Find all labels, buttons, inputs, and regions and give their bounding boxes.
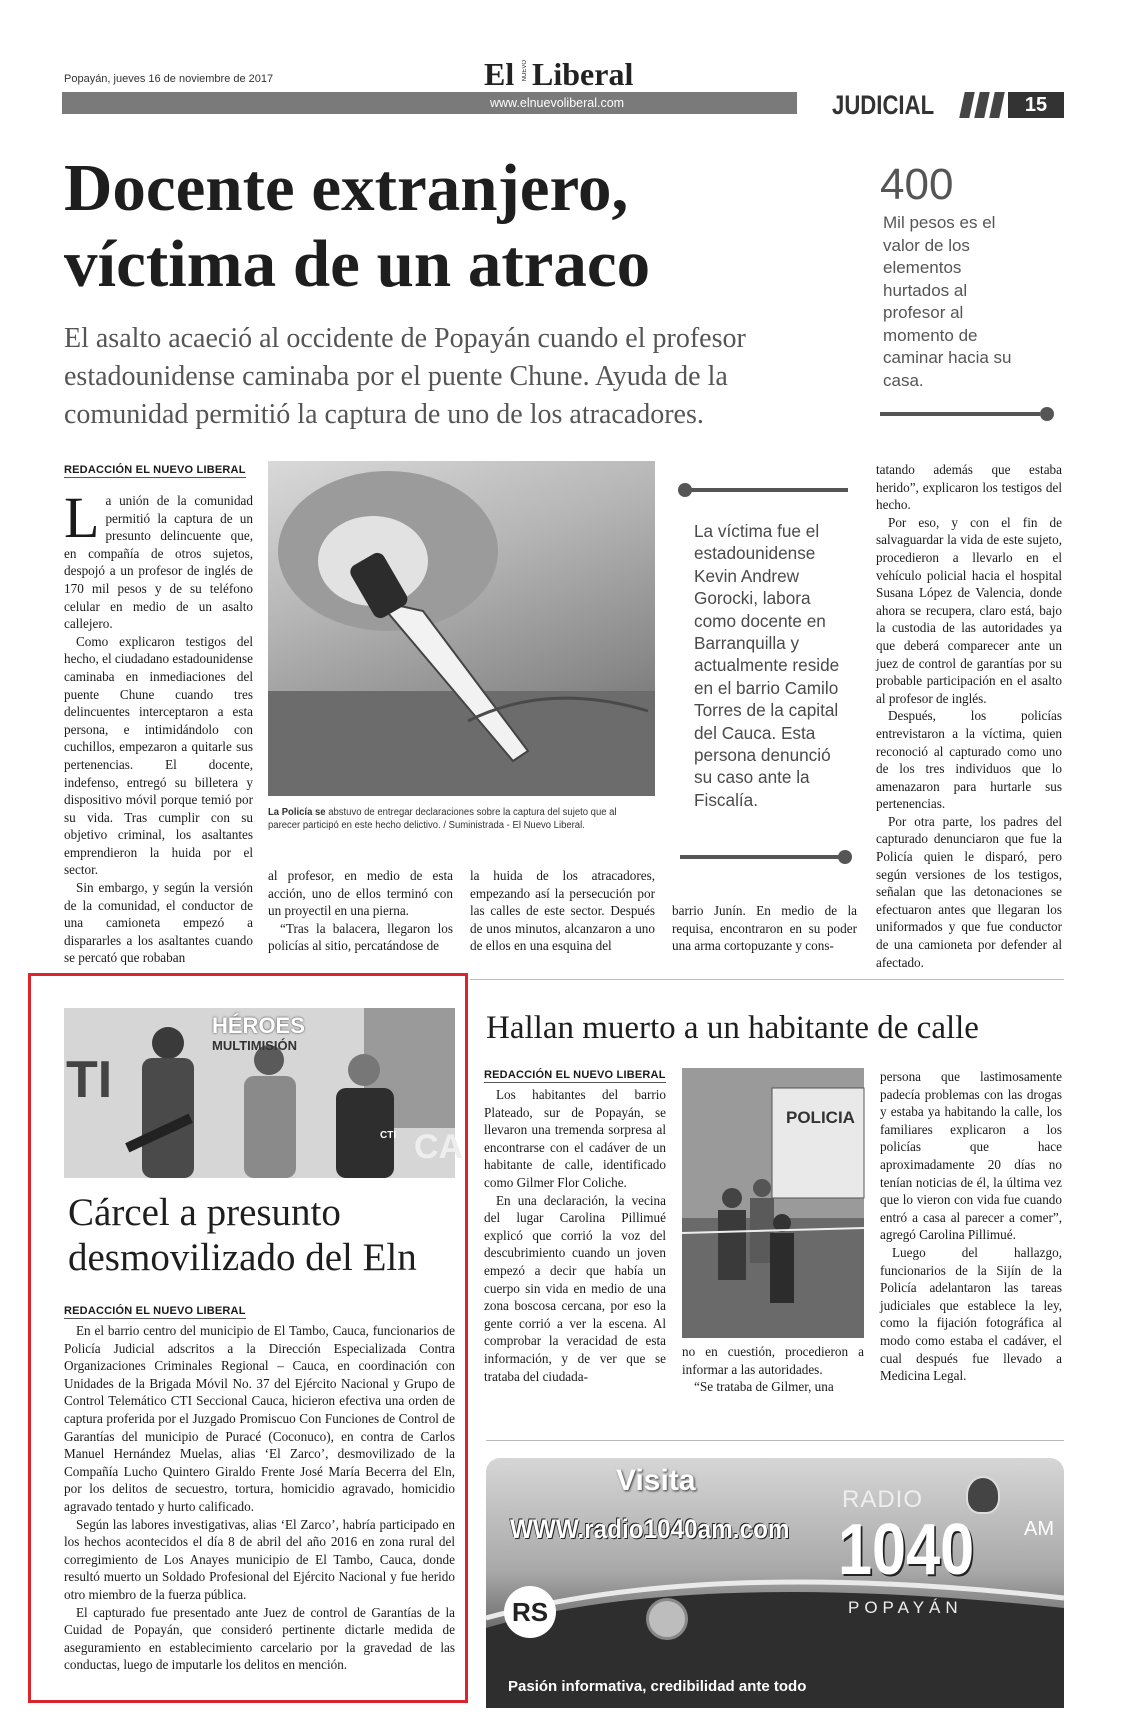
caption-text: abstuvo de entregar declaraciones sobre la captura del sujeto que al parecer participó en este hecho delictivo. / Suministrada - El Nuevo Liberal. (268, 807, 617, 831)
ad-url[interactable]: WWW.radio1040am.com (510, 1514, 790, 1544)
pullquote-rule-top (690, 488, 848, 492)
eln-p1: En el barrio centro del municipio de El Tambo, Cauca, funcionarios de Policía Judicial adscritos a la Dirección Especializada Contra Organizaciones Criminales Regional – Cauca, en coordinación con Unidades de la Brigada Móvil No. 37 del Ejército Nacional y Grupo de Control Telemático CTI Seccional Cauca, hicieron efectiva una orden de captura proferida por el Juzgado Promiscuo Con Funciones de Control de Garantías del municipio de Puracé (Coconuco), en contra de Carlos Manuel Hernández Muelas, alias ‘El Zarco’, desmovilizado de la Compañía Lucho Quintero Giraldo Frente José María Becerra del Eln, por los delitos de secuestro, tortura, homicidio agravado, homicidio agravado tentado y hurto calificado. (64, 1323, 455, 1514)
main-col4-p1: barrio Junín. En medio de la requisa, encontraron en su poder una arma cortopuzante y cons- (672, 903, 857, 954)
main-col3 (470, 867, 655, 955)
street-photo (682, 1068, 864, 1338)
eln-photo (64, 1008, 464, 1178)
logo-el: El (484, 56, 515, 92)
knife-photo (268, 461, 655, 796)
ad-mic-icon (966, 1476, 1000, 1514)
eln-headline (68, 1190, 458, 1280)
radio-ad[interactable] (486, 1458, 1064, 1708)
logo-nuevo: NUEVO (522, 60, 528, 82)
ad-freq: 1040 (838, 1510, 975, 1590)
street-photo-label: POLICIA (786, 1108, 855, 1127)
eln-body (64, 1322, 455, 1674)
knife-photo-caption (268, 806, 636, 832)
section-divider (470, 979, 1064, 980)
photo-text-right: CA (414, 1128, 464, 1166)
photo-banner-top: HÉROES (212, 1013, 305, 1038)
main-headline (64, 150, 794, 302)
sidebar-rule-dot (1040, 407, 1054, 421)
eln-headline-line1: Cárcel a presunto (68, 1191, 341, 1234)
main-col5-p3: Después, los policías entrevistaron a la víctima, quien reconoció al capturado como uno de los tres individuos que lo amenazaron para hurtarle sus pertenencias. (876, 708, 1062, 812)
pullquote-rule-bottom (680, 855, 840, 859)
main-headline-line2: víctima de un atraco (64, 227, 651, 301)
main-subhead: El asalto acaeció al occidente de Popayán cuando el profesor estadounidense caminaba por el puente Chune. Ayuda de la comunidad permitió la captura de uno de los atracadores. (64, 323, 746, 430)
eln-p3: El capturado fue presentado ante Juez de control de Garantías de la Cuidad de Popayán, que consideró pertinente dictarle medida de aseguramiento en establecimiento carcelario por la gravedad de las conductas, luego de imputarle los delitos en mención. (64, 1604, 455, 1673)
main-col5-p2: Por eso, y con el fin de salvaguardar la vida de este sujeto, procedieron a llevarlo en el vehículo policial hacia el hospital Susana López de Valencia, donde ahora se recupera, claro está, bajo la custodia de las autoridades ya que deberá comparecer ante un juez de control de garantías por su probable participación en el asalto al profesor de inglés. (876, 514, 1062, 706)
street-headline: Hallan muerto a un habitante de calle (486, 1010, 979, 1046)
ad-divider (486, 1440, 1064, 1441)
ad-slogan: Pasión informativa, credibilidad ante todo (508, 1678, 807, 1695)
ad-city: POPAYÁN (848, 1598, 963, 1617)
masthead-logo (484, 56, 654, 90)
photo-banner-bottom: MULTIMISIÓN (212, 1038, 297, 1053)
dropcap: L (64, 485, 100, 550)
main-col5 (876, 461, 1062, 971)
caption-bold: La Policía se (268, 807, 326, 818)
eln-p2: Según las labores investigativas, alias ‘El Zarco’, habría participado en los hechos acontecidos el día 8 de abril del año 2016 en zona rural del corregimiento de Los Anayes municipio de El Tambo, Cauca, donde resultó muerto un Soldado Profesional del Ejército Nacional y fue herido otro miembro de la fuerza pública. (64, 1516, 455, 1602)
ad-am: AM (1024, 1518, 1054, 1540)
street-col2-p2: “Se trataba de Gilmer, una (694, 1379, 834, 1395)
header-bar (62, 92, 797, 114)
sidebar-rule (880, 412, 1040, 416)
website-url[interactable]: www.elnuevoliberal.com (490, 96, 625, 110)
ad-visita: Visita (616, 1464, 696, 1497)
section-label: JUDICIAL (832, 90, 935, 120)
main-byline: REDACCIÓN EL NUEVO LIBERAL (64, 464, 246, 476)
street-col3-p2: Luego del hallazgo, funcionarios de la Sijín de la Policía adelantaron las tareas judiciales que establece la ley, como la fijación fotográfica al modo como estaba el cadáver, el cual después fue llevado a Medicina Legal. (880, 1244, 1062, 1384)
main-col2-p2: “Tras la balacera, llegaron los policías al sitio, percatándose de (268, 920, 453, 954)
photo-text-left: TI (66, 1051, 113, 1109)
street-col3 (880, 1068, 1062, 1385)
main-col1 (64, 485, 253, 967)
date-line: Popayán, jueves 16 de noviembre de 2017 (64, 73, 274, 85)
main-col5-p1: tatando además que estaba herido”, explicaron los testigos del hecho. (876, 462, 1062, 513)
main-col2-p1: al profesor, en medio de esta acción, uno de ellos terminó con un proyectil en una pierna. (268, 868, 453, 919)
main-col5-p4: Por otra parte, los padres del capturado denunciaron que fue la Policía quien le disparó, pero según versiones de los testigos, señalan que las detonaciones se efectuaron antes que llegaran los uniformados y que fue conductor de una camioneta por defender al afectado. (876, 813, 1062, 970)
street-col1-p2: En una declaración, la vecina del lugar Carolina Pillimué explicó que corrió la voz del descubrimiento cuando un joven empezó a decir que había un cuerpo sin vida en medio de una zona boscosa cercana, por eso la gente corrió a ver la escena. Al comprobar la veracidad de esta información, y de ver que se trataba del ciudada- (484, 1192, 666, 1384)
page-number: 15 (1008, 92, 1064, 118)
street-byline: REDACCIÓN EL NUEVO LIBERAL (484, 1069, 666, 1081)
pullquote-text: La víctima fue el estadounidense Kevin Andrew Gorocki, labora como docente en Barranquilla y actualmente reside en el barrio Camilo Torres de la capital del Cauca. Esta persona denunció su caso ante la Fiscalía. (694, 521, 840, 810)
main-col4 (672, 902, 857, 955)
main-col1-p1: a unión de la comunidad permitió la captura de un presunto delincuente que, en compañía de otros sujetos, despojó a un profesor de inglés de 170 mil pesos y de su teléfono celular en medio de un asalto callejero. (64, 493, 253, 632)
ad-globe-icon (646, 1598, 688, 1640)
street-col3-p1: persona que lastimosamente padecía problemas con las drogas y estaba ya habitando la calle, los familiares explicaron a los policías que hace aproximadamente 20 días no tenían noticias de él, la última vez que lo vieron con vida fue cuando entró a casa al parecer a comer”, agregó Carolina Pillimué. (880, 1069, 1062, 1243)
main-col1-p3: Sin embargo, y según la versión de la comunidad, el conductor de una camioneta empezó a dispararles a los asaltantes cuando se percató que robaban (64, 880, 253, 966)
street-col2-p1: no en cuestión, procedieron a informar a las autoridades. (682, 1344, 864, 1377)
main-col2 (268, 867, 453, 955)
street-col1-p1: Los habitantes del barrio Plateado, sur de Popayán, se llevaron una tremenda sorpresa al encontrarse con el cadáver de un habitante de calle, identificado como Gilmer Flor Coliche. (484, 1087, 666, 1190)
eln-headline-line2: desmovilizado del Eln (68, 1236, 417, 1279)
eln-byline: REDACCIÓN EL NUEVO LIBERAL (64, 1305, 246, 1317)
main-col1-p2: Como explicaron testigos del hecho, el ciudadano estadounidense caminaba en inmediaciones del puente Chune cuando tres delincuentes interceptaron a esta persona, e intimidándolo con cuchillos, empezaron a quitarle sus pertenencias. El docente, indefenso, entregó su billetera y dispositivo móvil porque temió por su vida. Tras cumplir con su objetivo criminal, los asaltantes emprendieron la huida por el sector. (64, 633, 253, 878)
logo-liberal: Liberal (532, 56, 634, 92)
knife-photo-illustration (268, 461, 655, 796)
sidebar-number: 400 (880, 160, 954, 209)
main-col3-p1: la huida de los atracadores, empezando así la persecución por las calles de este sector. Después de unos minutos, alcanzaron a uno de ellos en una esquina del (470, 868, 655, 954)
photo-badge: CTI (380, 1130, 397, 1141)
ad-radio: RADIO (842, 1486, 924, 1513)
pullquote-dot-bottom (838, 850, 852, 864)
street-col2 (682, 1343, 864, 1396)
sidebar-text: Mil pesos es el valor de los elementos hurtados al profesor al momento de caminar hacia su casa. (883, 213, 1012, 390)
street-col1 (484, 1086, 666, 1385)
ad-rs-logo: RS (504, 1586, 556, 1638)
section-stripes (962, 92, 1007, 118)
main-headline-line1: Docente extranjero, (64, 151, 629, 225)
